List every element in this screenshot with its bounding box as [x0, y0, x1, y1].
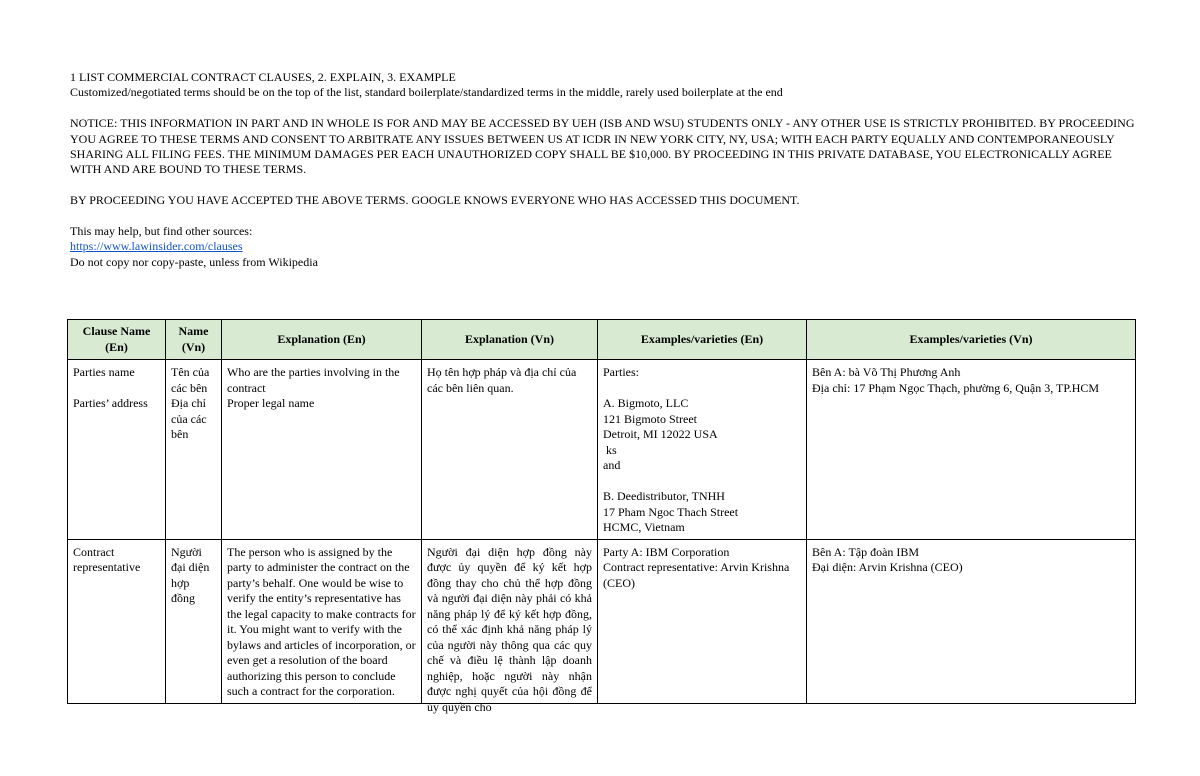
document-heading: 1 LIST COMMERCIAL CONTRACT CLAUSES, 2. EXPLAIN, 3. EXAMPLE [70, 70, 456, 84]
example-line: Đại diện: Arvin Krishna (CEO) [812, 560, 963, 574]
header-clause-name-en: Clause Name (En) [68, 320, 166, 360]
cell-clause-name-en [68, 360, 166, 540]
table-header-row [68, 320, 1136, 360]
cell-clause-name-en: Contract representative [68, 539, 166, 703]
cell-examples-vn [807, 360, 1136, 540]
accepted-terms-paragraph: BY PROCEEDING YOU HAVE ACCEPTED THE ABOVE TERMS. GOOGLE KNOWS EVERYONE WHO HAS ACCESSED THIS DOCUMENT. [70, 193, 800, 208]
header-explanation-en: Explanation (En) [222, 320, 422, 360]
clause-name-line: Parties’ address [73, 396, 148, 410]
explanation-line: Proper legal name [227, 396, 315, 410]
header-examples-vn: Examples/varieties (Vn) [807, 320, 1136, 360]
cell-explanation-vn: Họ tên hợp pháp và địa chỉ của các bên liên quan. [422, 360, 598, 540]
cell-name-vn: Tên của các bên Địa chỉ của các bên [166, 360, 222, 540]
example-line: and [603, 458, 621, 472]
example-line: Bên A: bà Võ Thị Phương Anh [812, 365, 961, 379]
cell-explanation-vn [422, 539, 598, 714]
example-line: HCMC, Vietnam [603, 520, 685, 534]
example-line: 121 Bigmoto Street [603, 411, 697, 426]
help-text: This may help, but find other sources: [70, 224, 253, 239]
header-examples-en: Examples/varieties (En) [598, 320, 807, 360]
example-line: Contract representative: Arvin Krishna (CEO) [603, 560, 790, 590]
example-line: Party A: IBM Corporation [603, 544, 730, 559]
cell-name-vn: Người đại diện hợp đồng [166, 539, 222, 703]
example-line: B. Deedistributor, TNHH [603, 489, 725, 503]
example-line: Detroit, MI 12022 USA [603, 427, 718, 441]
no-copy-text: Do not copy nor copy-paste, unless from Wikipedia [70, 254, 318, 269]
explanation-line: Who are the parties involving in the contract [227, 365, 400, 395]
clauses-table [67, 319, 1136, 714]
explanation-text: The person who is assigned by the party to administer the contract on the party’s behalf. One would be wise to verify the entity’s representative has the legal capacity to make contracts for it. You might want to verify with the bylaws and articles of incorporation, or even get a resolution of the board authorizing this person to conclude such a contract for the corporation. [227, 544, 416, 698]
example-line: 17 Pham Ngoc Thach Street [603, 504, 739, 519]
clause-name-line: Parties name [73, 365, 135, 379]
example-line: Địa chỉ: 17 Phạm Ngọc Thạch, phường 6, Quận 3, TP.HCM [812, 380, 1100, 395]
example-line: Bên A: Tập đoàn IBM [812, 544, 920, 559]
table-row [68, 539, 1136, 703]
document-subheading: Customized/negotiated terms should be on the top of the list, standard boilerplate/standardized terms in the middle, rarely used boilerplate at the end [70, 85, 783, 100]
cell-examples-en [598, 539, 807, 703]
example-line: Parties: [603, 365, 639, 379]
notice-paragraph: NOTICE: THIS INFORMATION IN PART AND IN WHOLE IS FOR AND MAY BE ACCESSED BY UEH (ISB AND WSU) STUDENTS ONLY - ANY OTHER USE IS STRICTLY PROHIBITED. BY PROCEEDING YOU AGREE TO THESE TERMS AND CONSENT TO ARBITRATE ANY ISSUES BETWEEN US AT ICDR IN NEW YORK CITY, NY, USA; WITH EACH PARTY EQUALLY AND CONTEMPORANEOUSLY SHARING ALL FILING FEES. THE MINIMUM DAMAGES PER EACH UNAUTHORIZED COPY SHALL BE $10,000. BY PROCEEDING IN THIS PRIVATE DATABASE, YOU ELECTRONICALLY AGREE WITH AND ARE BOUND TO THESE TERMS. [70, 116, 1135, 177]
intro-section [70, 70, 1135, 270]
cell-examples-en [598, 360, 807, 540]
cell-examples-vn [807, 539, 1136, 703]
cell-explanation-en [222, 539, 422, 703]
header-name-vn: Name (Vn) [166, 320, 222, 360]
example-line: A. Bigmoto, LLC [603, 396, 689, 410]
header-explanation-vn: Explanation (Vn) [422, 320, 598, 360]
lawinsider-link[interactable]: https://www.lawinsider.com/clauses [70, 239, 243, 254]
table-row [68, 360, 1136, 540]
explanation-text: Người đại diện hợp đồng này được ủy quyền để ký kết hợp đồng thay cho chủ thể hợp đồng và người đại diện này phải có khả năng pháp lý để ký kết hợp đồng, có thể xác định khả năng pháp lý của người này thông qua các quy chế và điều lệ thành lập doanh nghiệp, hoặc người này nhận được nghị quyết của hội đồng để ủy quyền cho [427, 544, 592, 714]
cell-explanation-en [222, 360, 422, 540]
example-line: ks [603, 442, 617, 457]
